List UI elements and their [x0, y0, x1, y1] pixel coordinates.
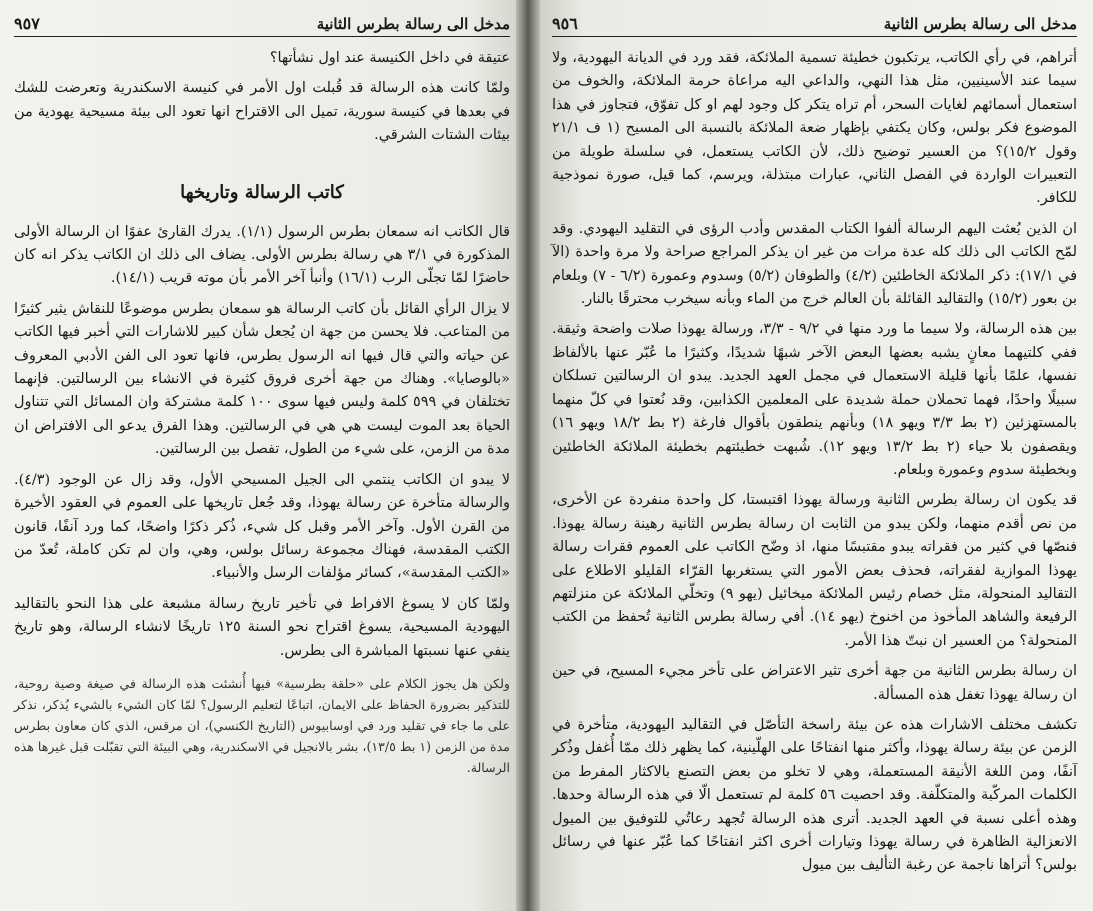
running-head [552, 14, 1077, 37]
running-head [14, 14, 510, 37]
paragraph: بين هذه الرسالة، ولا سيما ما ورد منها في ٩/٢ - ٣/٣، ورسالة يهوذا صلات واضحة وثيقة. ففي كلتيهما معانٍ يشبه بعضها البعض الآخر شبهًا شديدًا، وكثيرًا ما عُبّر عنها بالألفاظ نفسها، علمًا بأنها قليلة الاستعمال في مجمل العهد الجديد. يبدو ان الرسالتين تسلكان سبيلًا واحدًا، فهما تحملان حملة شديدة على المعلمين الكذابين، وقد نُعتوا في كلّ منهما بالمستهزئين (٢ بط ٣/٣ ويهو ١٨) وبأنهم ينطقون بأقوال فارغة (٢ بط ١٨/٢ ويهو ١٦) ويقصفون بلا حياء (٢ بط ١٣/٢ ويهو ١٢). شُبهت خطيئتهم بخطيئة الملائكة الخاطئين وبخطيئة سدوم وعمورة وبلعام. [552, 321, 1077, 478]
paragraph: عتيقة في داخل الكنيسة عند اول نشأتها؟ [269, 50, 510, 66]
paragraph: ولمّا كان لا يسوغ الافراط في تأخير تاريخ رسالة مشبعة على هذا النحو بالتقاليد اليهودية المسيحية، يسوغ اقتراح نحو السنة ١٢٥ تاريخًا لانشاء الرسالة، وهو تاريخ ينفي عنها نسبتها المباشرة الى بطرس. [14, 595, 511, 659]
paragraph: ان الذين بُعثت اليهم الرسالة ألفوا الكتاب المقدس وأدب الرؤى في التقليد اليهودي. وقد لمّح الكاتب الى ذلك كله عدة مرات من غير ان يذكر المراجع صراحة ولا مرة واحدة (الآ في ١٧/١): ذكر الملائكة الخاطئين (٤/٢) والطوفان (٥/٢) وسدوم وعمورة (٦/٢ - ٧) وبلعام بن بعور (١٥/٢) والتقاليد القائلة بأن العالم خرج من الماء وبأنه سيخرب محترقًا بالنار. [552, 220, 1077, 308]
page-number: ٩٥٧ [14, 14, 40, 33]
paragraph: قد يكون ان رسالة بطرس الثانية ورسالة يهوذا اقتبستا، كل واحدة منفردة عن الأخرى، من نص أقدم منهما، ولكن يبدو من الثابت ان رسالة بطرس الثانية رهينة رسالة يهوذا. فنصّها في كثير من فقراته يبدو مقتبسًا منها، اذ وضّح الكاتب على العموم فقرات رسالة يهوذا الموازية لفقراته، فحذف بعض الأمور التي يستغربها القرّاء القليلو الاطلاع على التقاليد المنحولة، مثل خصام رئيس الملائكة ميخائيل (يهو ٩) وتخلّي الملائكة عن منزلتهم الرفيعة والشاهد المأخوذ من اخنوخ (يهو ١٤). أفي رسالة بطرس الثانية تُحفظ من الكتب المنحولة؟ من العسير ان نبتّ هذا الأمر. [552, 492, 1077, 649]
paragraph: ان رسالة بطرس الثانية من جهة أخرى تثير الاعتراض على تأخر مجيء المسيح، في حين ان رسالة يهوذا تغفل هذه المسألة. [552, 663, 1077, 703]
paragraph: لا يزال الرأي القائل بأن كاتب الرسالة هو سمعان بطرس موضوعًا للنقاش يثير كثيرًا من المتاعب. فلا يحسن من جهة ان يُجعل شأن كبير للاشارات التي أخبر فيها الكاتب عن حياته والتي قال فيها انه الرسول بطرس، فانها تعود الى الفن الأدبي المعروف «بالوصايا». وهناك من جهة أخرى فروق كثيرة في الانشاء بين الرسالتين. فإنهما تختلفان في ٥٩٩ كلمة وليس فيها سوى ١٠٠ كلمة مشتركة وان المسائل التي تتناول الحياة بعد الموت ليست هي هي في الرسالتين. وهذا الفرق يدعو الى الافتراض ان مدة من الزمن، على شيء من الطول، تفصل بين الرسالتين. [14, 300, 511, 458]
paragraph: تكشف مختلف الاشارات هذه عن بيئة راسخة التأصّل في التقاليد اليهودية، متأخرة في الزمن عن بيئة رسالة يهوذا، وأكثر منها انفتاحًا على الهلّينية، كما يظهر ذلك ممّا أُغفل وذُكر آنفًا، ومن اللغة الأنيقة المستعملة، وهي لا تخلو من بعض التصنع بالاكثار المفرط من الكلمات المركّبة والمتكلّفة. وقد احصيت ٥٦ كلمة لم تستعمل الّا في هذه الرسالة وحدها. وهذه أعلى نسبة في العهد الجديد. أترى هذه الرسالة تُجهد رعاتُي للتوفيق بين الميول الانعزالية الظاهرة في رسالة يهوذا وتيارات أخرى اكثر انفتاحًا كما عُبّر عنها في رسائل بولس؟ أتراها ناجمة عن رغبة التأليف بين ميول [552, 716, 1077, 874]
left-page [0, 0, 532, 911]
section-title: كاتب الرسالة وتاريخها [180, 181, 344, 203]
book-gutter [516, 0, 540, 911]
paragraph: قال الكاتب انه سمعان بطرس الرسول (١/١). يدرك القارئ عفوًا ان الرسالة الأولى المذكورة في ٣/١ هي رسالة بطرس الأولى. يضاف الى ذلك ان الكاتب يذكر انه كان حاضرًا لمّا تجلّى الرب (١٦/١) وأنبأ آخر الأمر بأن موته قريب (١٤/١). [14, 223, 510, 287]
page-number: ٩٥٦ [552, 14, 578, 33]
paragraph: لا يبدو ان الكاتب ينتمي الى الجيل المسيحي الأول، وقد زال عن الوجود (٤/٣). والرسالة متأخرة عن رسالة يهوذا، وقد جُعل تاريخها على العموم في العقود الأخيرة من القرن الأول. وآخر الأمر وقبل كل شيء، ذُكر ذكرًا واضحًا، كما ورد آنفًا، قانون الكتب المقدسة، فهناك مجموعة رسائل بولس، وهي، وان لم تكن كاملة، تُعدّ من «الكتب المقدسة»، كسائر مؤلفات الرسل والأنبياء. [14, 471, 510, 582]
paragraph: ولمّا كانت هذه الرسالة قد قُبلت اول الأمر في كنيسة الاسكندرية وتعرضت للشك في بعدها في كنيسة سورية، تميل الى الاقتراح انها تعود الى بيئة مسيحية يهودية من بيئات الشتات الشرقي. [14, 80, 510, 144]
right-page [528, 0, 1093, 911]
running-title: مدخل الى رسالة بطرس الثانية [883, 15, 1077, 33]
footnote: ولكن هل يجوز الكلام على «حلقة بطرسية» فيها أُنشئت هذه الرسالة في صيغة وصية روحية، للتذكير بضرورة الحفاظ على الايمان، اتباعًا لتعليم الرسول؟ لمّا كان الشيء بالشيء يُذكر، نذكر على ما جاء في تقليد ورد في اوسابيوس (التاريخ الكنسي)، ان مرقس، الذي كان معاون بطرس مدة من الزمن (١ بط ١٣/٥)، بشر بالانجيل في الاسكندرية، وهي البيئة التي تقبّلت قبل غيرها هذه الرسالة. [14, 675, 511, 775]
paragraph: أتراهم، في رأي الكاتب، يرتكبون خطيئة تسمية الملائكة، فقد ورد في الديانة اليهودية، ولا سيما عند الأسينيين، مثل هذا النهي، والداعي اليه مراعاة حرمة الملائكة، والخوف من استعمال أسمائهم لغايات السحر، أم تراه يتكر كل وجود لهم او كل تفوّق، فتجاوز في هذا الموضوع فكر بولس، وكان يكتفي بإظهار ضعة الملائكة بالنسبة الى المسيح (١ ف ٢١/١ وقول ١٥/٢)؟ من العسير توضيح ذلك، لأن الكاتب يستعمل، في سلسلة طويلة من التعبيرات الواردة في الفصل الثاني، عبارات مبتذلة، ويرسم، كما قيل، صورة نموذجية للكافر. [552, 50, 1078, 207]
running-title: مدخل الى رسالة بطرس الثانية [316, 15, 510, 33]
